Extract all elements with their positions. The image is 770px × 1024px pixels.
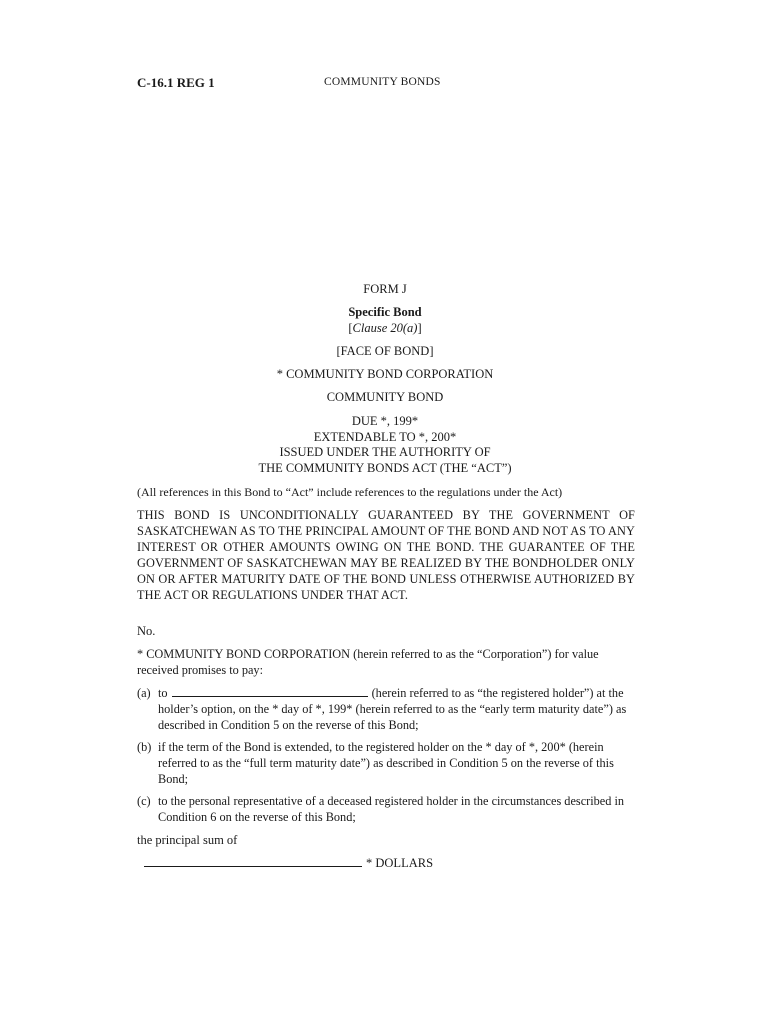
running-header <box>137 75 637 93</box>
guarantee-paragraph: THIS BOND IS UNCONDITIONALLY GUARANTEED BY THE GOVERNMENT OF SASKATCHEWAN AS TO THE PRINCIPAL AMOUNT OF THE BOND AND NOT AS TO ANY INTEREST OR OTHER AMOUNTS OWING ON THE BOND. THE GUARANTEE OF THE GOVERNMENT OF SASKATCHEWAN MAY BE REALIZED BY THE BONDHOLDER ONLY ON OR AFTER MATURITY DATE OF THE BOND UNLESS OTHERWISE AUTHORIZED BY THE ACT OR REGULATIONS UNDER THAT ACT. <box>137 508 635 602</box>
form-clause: [Clause 20(a)] <box>348 321 422 335</box>
clause-item-b <box>137 739 635 787</box>
amount-blank <box>144 855 362 867</box>
dollars-label: * DOLLARS <box>366 856 434 870</box>
item-mark: (c) <box>137 794 151 808</box>
issued-line: ISSUED UNDER THE AUTHORITY OF <box>279 445 491 459</box>
extendable-line: EXTENDABLE TO *, 200* <box>313 430 457 444</box>
promise-paragraph: * COMMUNITY BOND CORPORATION (herein referred to as the “Corporation”) for value received promises to pay: <box>137 647 599 677</box>
bond-title: COMMUNITY BOND <box>326 390 444 404</box>
bond-number-label: No. <box>137 624 156 638</box>
due-line: DUE *, 199* <box>351 414 419 428</box>
references-note: (All references in this Bond to “Act” include references to the regulations under the Act) <box>137 485 563 499</box>
clause-item-c <box>137 793 635 825</box>
act-title: COMMUNITY BONDS <box>324 76 441 88</box>
face-of-bond-label: [FACE OF BOND] <box>336 344 434 358</box>
form-clause-ref: Clause 20(a) <box>352 321 418 335</box>
act-reference-line: THE COMMUNITY BONDS ACT (THE “ACT”) <box>258 461 512 475</box>
dollars-line <box>144 855 433 871</box>
principal-sum-label: the principal sum of <box>137 833 238 847</box>
item-prefix: to <box>158 686 168 700</box>
clause-item-a <box>137 685 635 733</box>
holder-name-blank <box>172 685 368 697</box>
form-name: Specific Bond <box>348 305 422 319</box>
item-text: to the personal representative of a deceased registered holder in the circumstances described in Condition 6 on the reverse of this Bond; <box>158 794 625 824</box>
regulation-id: C-16.1 REG 1 <box>137 75 215 90</box>
item-text: if the term of the Bond is extended, to the registered holder on the * day of *, 200* (herein referred to as the “full term maturity date”) as described in Condition 5 on the reverse of this Bond; <box>158 740 614 786</box>
item-text <box>158 685 635 733</box>
item-mark: (b) <box>137 740 152 754</box>
form-label: FORM J <box>363 282 407 296</box>
item-body: (herein referred to as “the registered holder”) at the holder’s option, on the * day of *, 199* (herein referred to as the “early term maturity date”) as described in Condition 5 on the reverse of this Bond; <box>158 686 627 732</box>
corporation-line: * COMMUNITY BOND CORPORATION <box>276 367 494 381</box>
item-mark: (a) <box>137 686 151 700</box>
